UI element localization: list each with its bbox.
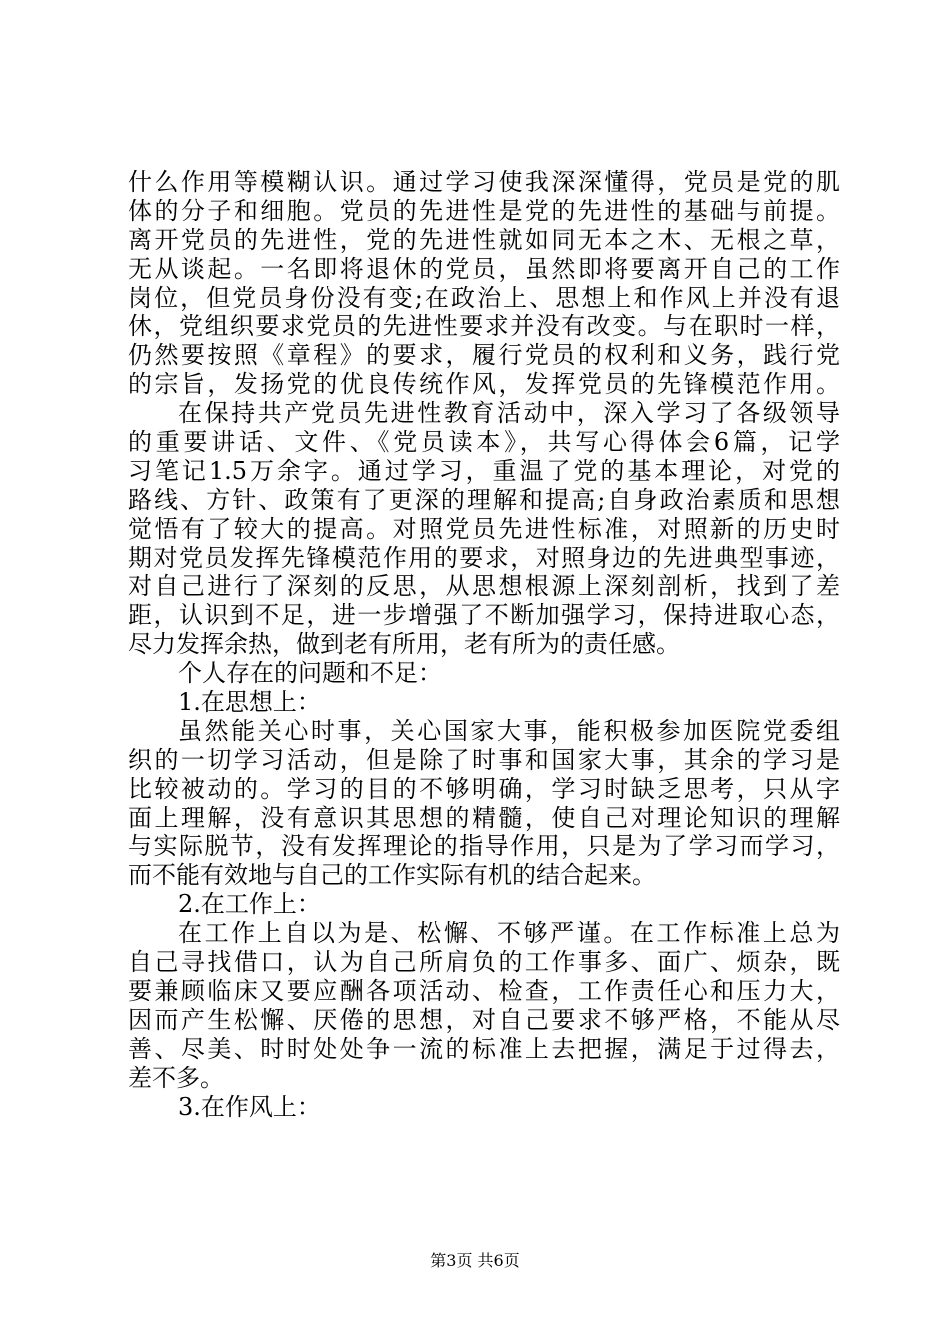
text-line: 要兼顾临床又要应酬各项活动、检查，工作责任心和压力大， xyxy=(128,976,840,1005)
text-line: 的重要讲话、文件、《党员读本》，共写心得体会6篇，记学 xyxy=(128,428,840,457)
text-line: 无从谈起。一名即将退休的党员，虽然即将要离开自己的工作 xyxy=(128,254,840,283)
text-line: 差不多。 xyxy=(128,1063,224,1092)
page-number-footer: 第3页 共6页 xyxy=(430,1251,520,1270)
text-line: 什么作用等模糊认识。通过学习使我深深懂得，党员是党的肌 xyxy=(128,168,840,196)
section-heading: 个人存在的问题和不足： xyxy=(178,659,442,688)
paragraph-first-line: 虽然能关心时事，关心国家大事，能积极参加医院党委组 xyxy=(178,716,840,745)
text-line: 休，党组织要求党员的先进性要求并没有改变。与在职时一样， xyxy=(128,312,840,341)
subsection-heading: 2.在工作上： xyxy=(178,890,321,919)
text-line: 路线、方针、政策有了更深的理解和提高;自身政治素质和思想 xyxy=(128,485,840,514)
text-line: 岗位，但党员身份没有变;在政治上、思想上和作风上并没有退 xyxy=(128,283,840,312)
text-line: 而不能有效地与自己的工作实际有机的结合起来。 xyxy=(128,861,656,890)
document-body xyxy=(128,168,840,1121)
text-line: 尽力发挥余热，做到老有所用，老有所为的责任感。 xyxy=(128,630,680,659)
text-line: 与实际脱节，没有发挥理论的指导作用，只是为了学习而学习， xyxy=(128,832,840,861)
text-line: 因而产生松懈、厌倦的思想，对自己要求不够严格，不能从尽 xyxy=(128,1005,840,1034)
text-line: 仍然要按照《章程》的要求，履行党员的权利和义务，践行党 xyxy=(128,341,840,370)
text-line: 织的一切学习活动，但是除了时事和国家大事，其余的学习是 xyxy=(128,745,840,774)
text-line: 期对党员发挥先锋模范作用的要求，对照身边的先进典型事迹， xyxy=(128,543,840,572)
paragraph-first-line: 在保持共产党员先进性教育活动中，深入学习了各级领导 xyxy=(178,399,840,428)
subsection-heading: 3.在作风上： xyxy=(178,1092,321,1121)
text-line: 对自己进行了深刻的反思，从思想根源上深刻剖析，找到了差 xyxy=(128,572,840,601)
text-line: 距，认识到不足，进一步增强了不断加强学习，保持进取心态， xyxy=(128,601,840,630)
text-line: 的宗旨，发扬党的优良传统作风，发挥党员的先锋模范作用。 xyxy=(128,370,840,399)
text-line: 离开党员的先进性，党的先进性就如同无本之木、无根之草， xyxy=(128,225,840,254)
text-line: 习笔记1.5万余字。通过学习，重温了党的基本理论，对党的 xyxy=(128,456,840,485)
text-line: 面上理解，没有意识其思想的精髓，使自己对理论知识的理解 xyxy=(128,803,840,832)
text-line: 善、尽美、时时处处争一流的标准上去把握，满足于过得去， xyxy=(128,1034,840,1063)
paragraph-first-line: 在工作上自以为是、松懈、不够严谨。在工作标准上总为 xyxy=(178,919,840,948)
subsection-heading: 1.在思想上： xyxy=(178,688,321,717)
text-line: 自己寻找借口，认为自己所肩负的工作事多、面广、烦杂，既 xyxy=(128,948,840,977)
text-line: 体的分子和细胞。党员的先进性是党的先进性的基础与前提。 xyxy=(128,196,840,225)
text-line: 觉悟有了较大的提高。对照党员先进性标准，对照新的历史时 xyxy=(128,514,840,543)
text-line: 比较被动的。学习的目的不够明确，学习时缺乏思考，只从字 xyxy=(128,774,840,803)
